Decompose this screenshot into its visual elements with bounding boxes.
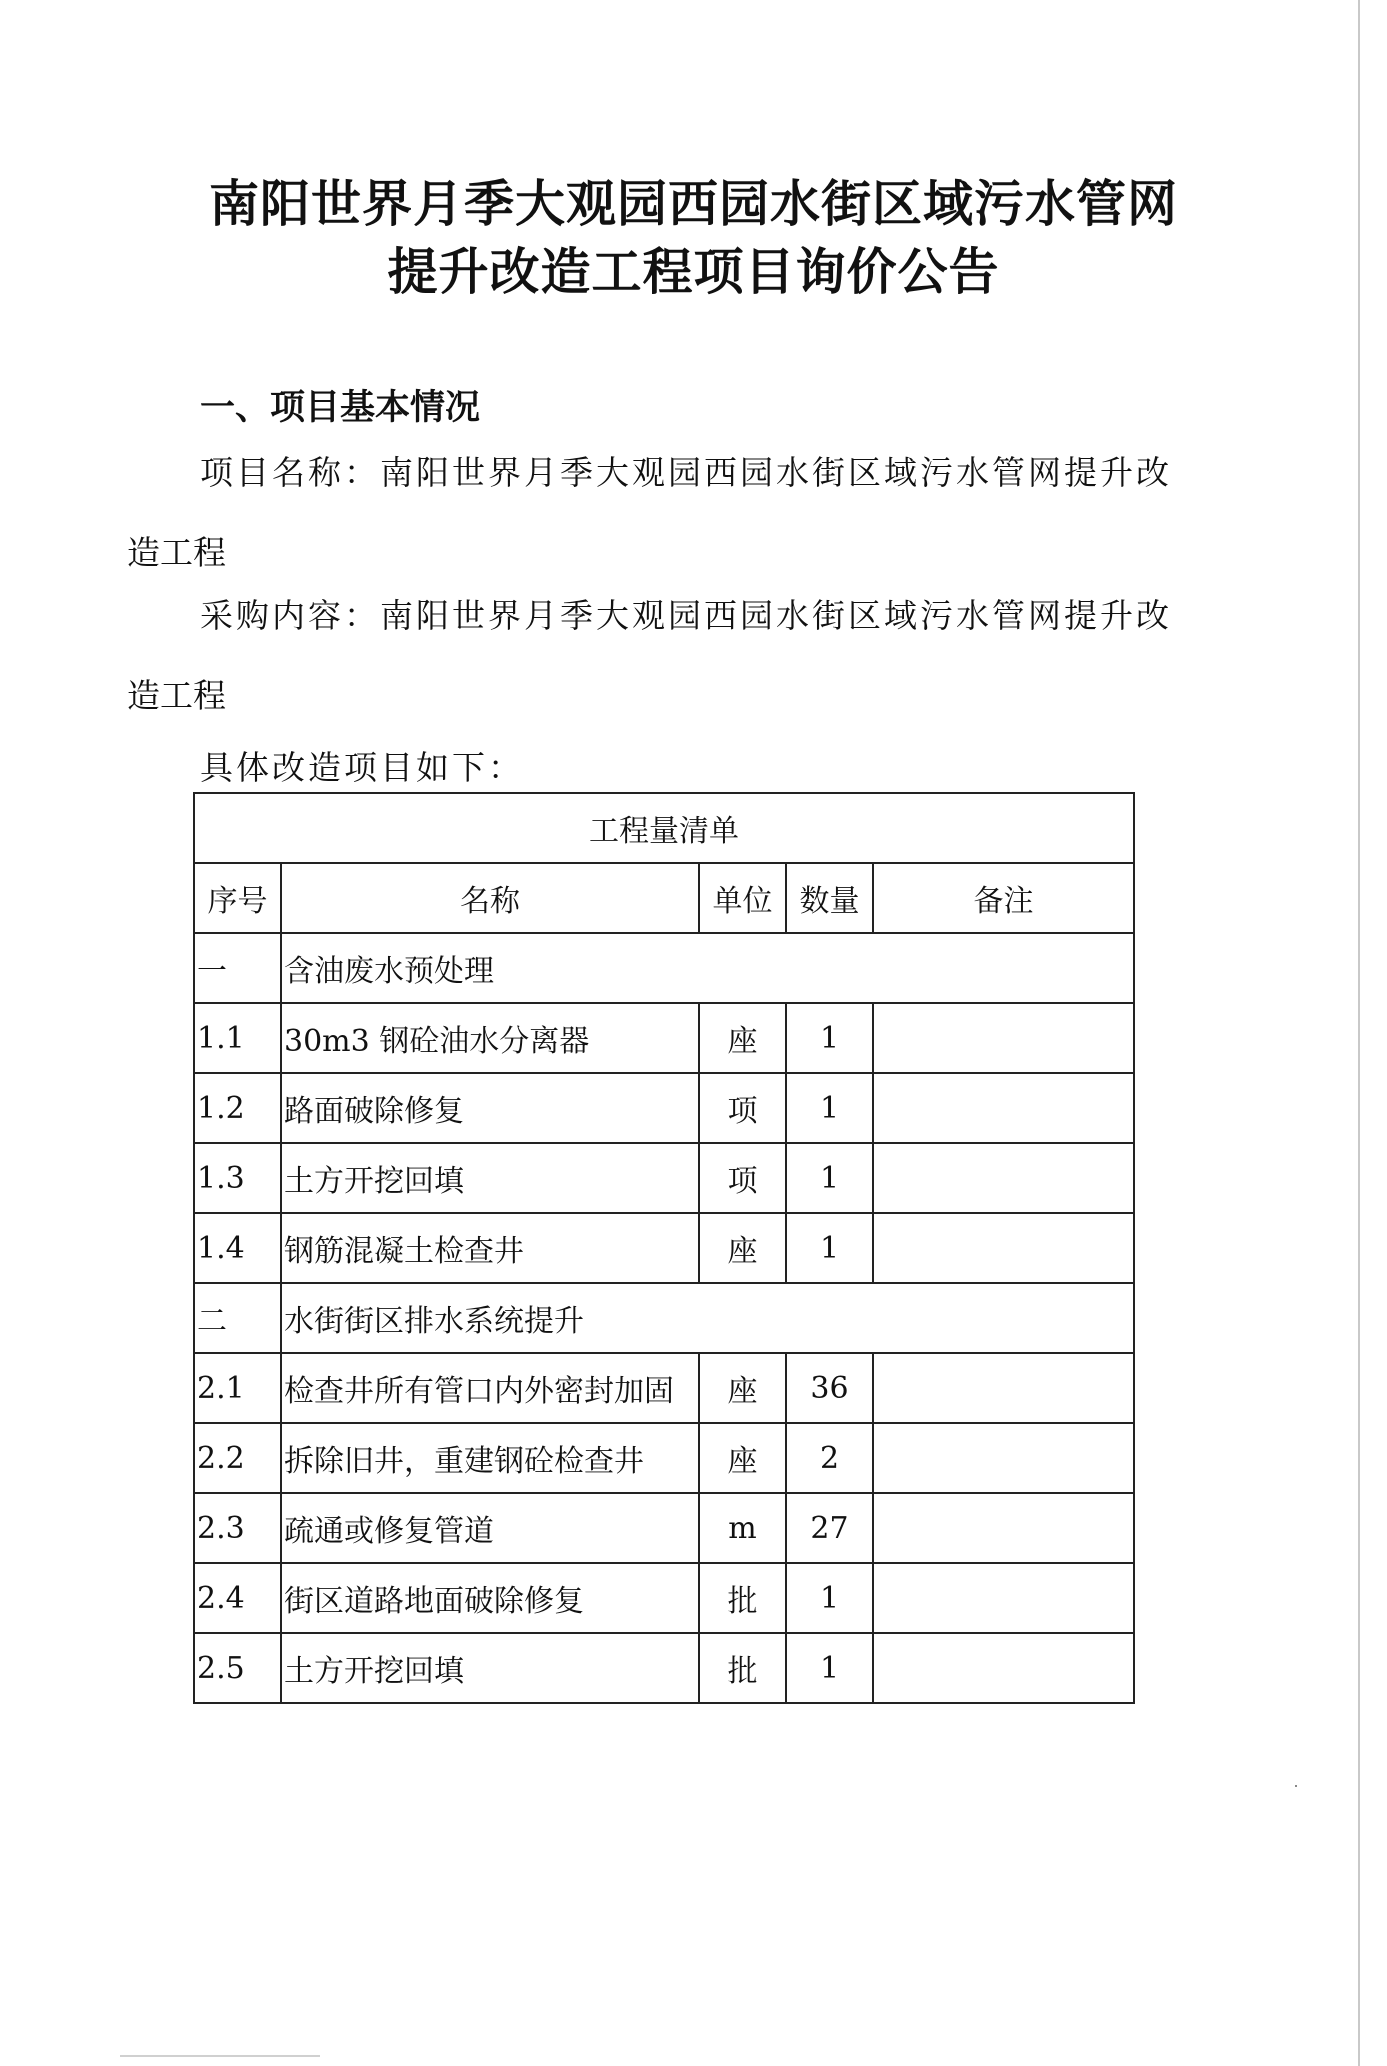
item-unit: 座 — [699, 1213, 786, 1283]
table-row — [194, 1353, 1134, 1423]
group-no: 一 — [194, 933, 281, 1003]
table-row — [194, 1213, 1134, 1283]
item-no: 2.1 — [194, 1353, 281, 1423]
item-no: 2.4 — [194, 1563, 281, 1633]
header-qty: 数量 — [786, 863, 873, 933]
item-remark — [873, 1213, 1134, 1283]
item-no: 2.5 — [194, 1633, 281, 1703]
project-name-line-2: 造工程 — [127, 533, 226, 572]
item-unit: 批 — [699, 1563, 786, 1633]
procurement-line-1: 采购内容：南阳世界月季大观园西园水街区域污水管网提升改 — [200, 596, 1172, 635]
item-remark — [873, 1493, 1134, 1563]
scan-edge-mark — [120, 2055, 320, 2057]
item-no: 2.2 — [194, 1423, 281, 1493]
item-name: 疏通或修复管道 — [281, 1493, 699, 1563]
item-name: 路面破除修复 — [281, 1073, 699, 1143]
header-unit: 单位 — [699, 863, 786, 933]
item-name: 拆除旧井，重建钢砼检查井 — [281, 1423, 699, 1493]
item-remark — [873, 1633, 1134, 1703]
item-unit: 座 — [699, 1353, 786, 1423]
item-remark — [873, 1003, 1134, 1073]
item-unit: 项 — [699, 1073, 786, 1143]
item-name: 钢筋混凝土检查井 — [281, 1213, 699, 1283]
item-qty: 1 — [786, 1563, 873, 1633]
project-name-line-1: 项目名称：南阳世界月季大观园西园水街区域污水管网提升改 — [200, 453, 1172, 492]
item-no: 1.3 — [194, 1143, 281, 1213]
item-unit: 批 — [699, 1633, 786, 1703]
group-no: 二 — [194, 1283, 281, 1353]
item-unit: 座 — [699, 1423, 786, 1493]
page-edge-line — [1358, 0, 1360, 2066]
table-row — [194, 1003, 1134, 1073]
item-name: 土方开挖回填 — [281, 1143, 699, 1213]
item-qty: 1 — [786, 1003, 873, 1073]
document-title-line-1: 南阳世界月季大观园西园水街区域污水管网 — [209, 175, 1178, 233]
table-row — [194, 1563, 1134, 1633]
document-title-line-2: 提升改造工程项目询价公告 — [387, 243, 1000, 301]
header-remark: 备注 — [873, 863, 1134, 933]
header-name: 名称 — [281, 863, 699, 933]
header-no: 序号 — [194, 863, 281, 933]
items-intro: 具体改造项目如下： — [200, 748, 524, 787]
item-qty: 36 — [786, 1353, 873, 1423]
item-qty: 27 — [786, 1493, 873, 1563]
item-no: 1.1 — [194, 1003, 281, 1073]
table-row — [194, 1143, 1134, 1213]
group-name: 水街街区排水系统提升 — [281, 1283, 1134, 1353]
scan-speck — [1295, 1785, 1297, 1787]
item-qty: 1 — [786, 1073, 873, 1143]
table-header-row — [194, 863, 1134, 933]
item-remark — [873, 1563, 1134, 1633]
item-name: 土方开挖回填 — [281, 1633, 699, 1703]
table-row — [194, 1073, 1134, 1143]
item-unit: 项 — [699, 1143, 786, 1213]
item-no: 2.3 — [194, 1493, 281, 1563]
item-unit: m — [699, 1493, 786, 1563]
item-remark — [873, 1143, 1134, 1213]
item-qty: 1 — [786, 1213, 873, 1283]
item-name: 街区道路地面破除修复 — [281, 1563, 699, 1633]
table-body — [194, 793, 1134, 1703]
item-no: 1.2 — [194, 1073, 281, 1143]
table-row — [194, 1633, 1134, 1703]
item-remark — [873, 1423, 1134, 1493]
item-qty: 1 — [786, 1143, 873, 1213]
bill-of-quantities-table — [193, 792, 1135, 1704]
item-no: 1.4 — [194, 1213, 281, 1283]
table-caption-row — [194, 793, 1134, 863]
group-name: 含油废水预处理 — [281, 933, 1134, 1003]
table-row — [194, 1493, 1134, 1563]
group-row — [194, 933, 1134, 1003]
item-unit: 座 — [699, 1003, 786, 1073]
group-row — [194, 1283, 1134, 1353]
item-qty: 2 — [786, 1423, 873, 1493]
table-caption: 工程量清单 — [194, 793, 1134, 863]
item-name: 检查井所有管口内外密封加固 — [281, 1353, 699, 1423]
item-remark — [873, 1353, 1134, 1423]
table-row — [194, 1423, 1134, 1493]
item-name: 30m3 钢砼油水分离器 — [281, 1003, 699, 1073]
procurement-line-2: 造工程 — [127, 676, 226, 715]
section-heading: 一、项目基本情况 — [200, 388, 481, 428]
item-remark — [873, 1073, 1134, 1143]
item-qty: 1 — [786, 1633, 873, 1703]
